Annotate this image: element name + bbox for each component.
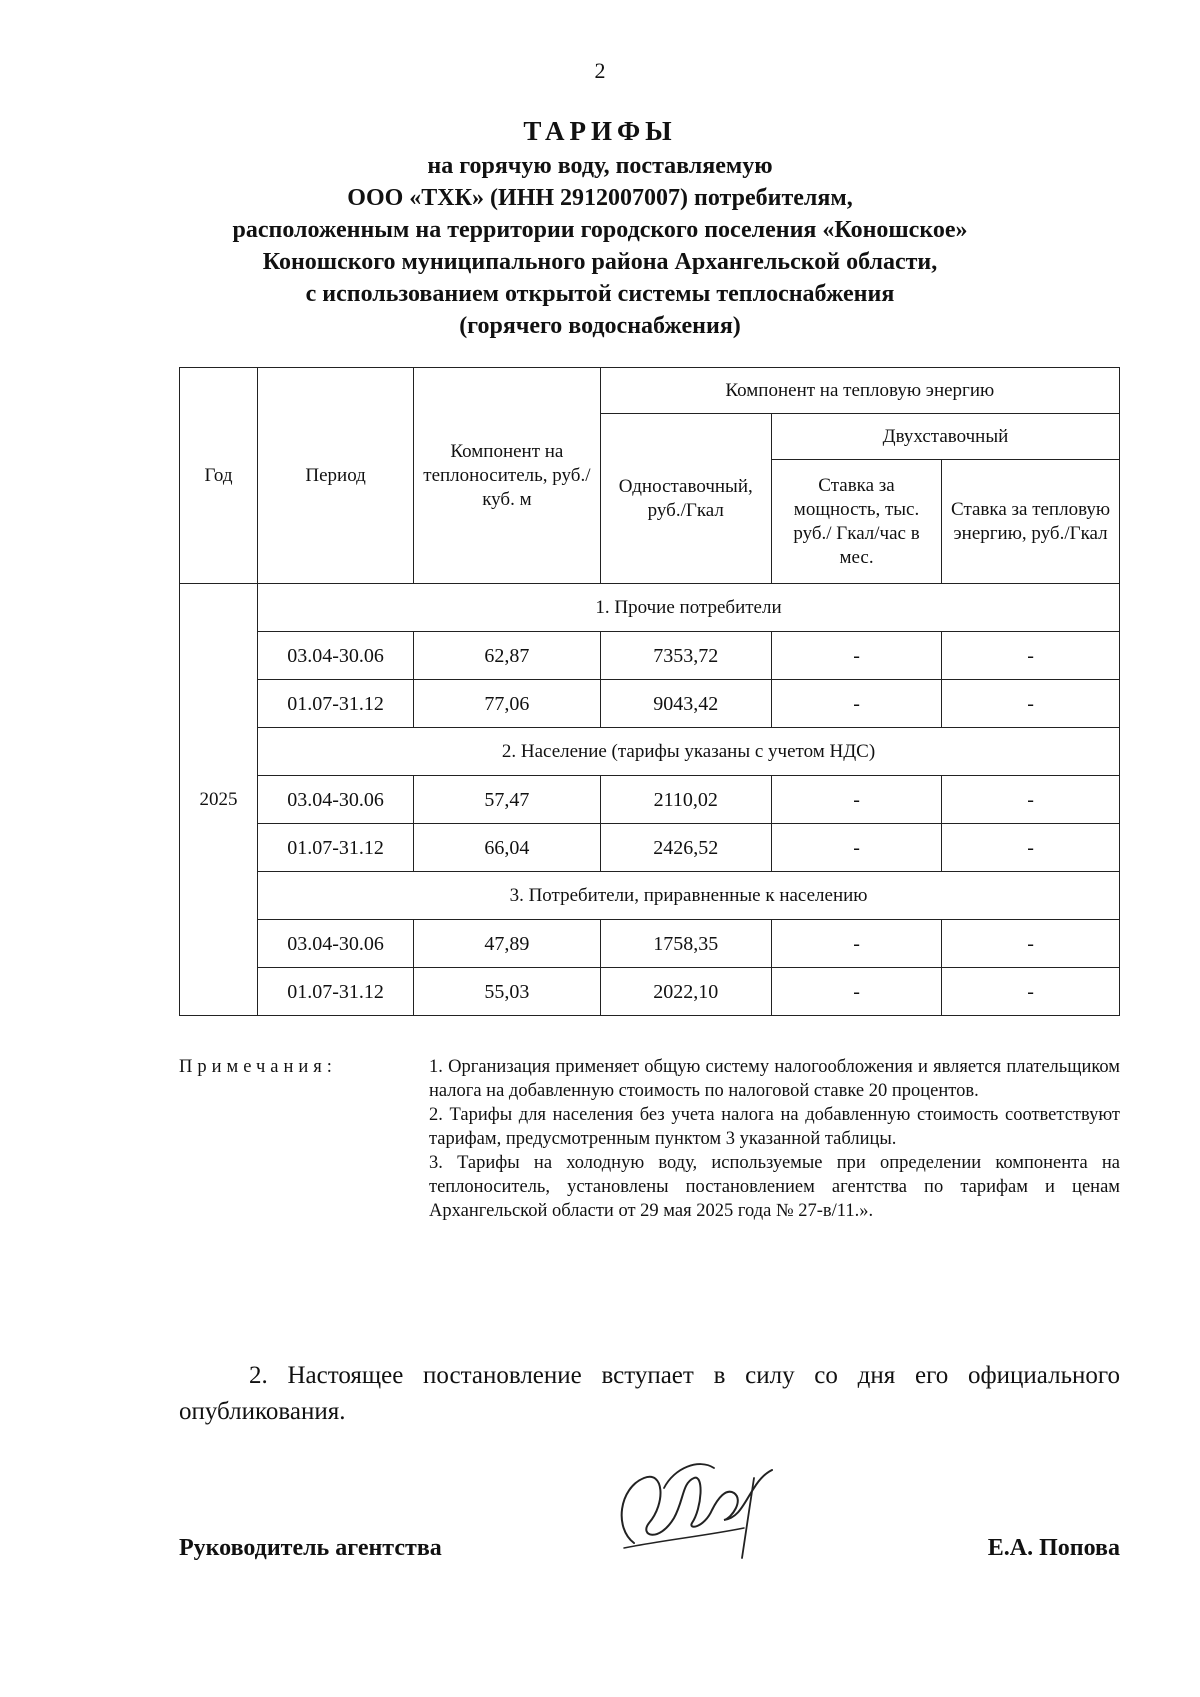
table-row [180, 824, 1120, 872]
title-main: ТАРИФЫ [523, 116, 677, 146]
handwritten-signature-icon [604, 1448, 784, 1568]
header-carrier-component: Компонент на теплоноситель, руб./куб. м [414, 368, 600, 584]
title-line: Коношского муниципального района Архангельской области, [262, 249, 938, 275]
capacity-rate-cell: - [771, 968, 941, 1016]
table-row [180, 776, 1120, 824]
carrier-cell: 62,87 [414, 632, 600, 680]
note-item: 2. Тарифы для населения без учета налога на добавленную стоимость соответствуют тарифам, предусмотренным пунктом 3 указанной таблицы. [429, 1105, 1120, 1149]
single-rate-cell: 9043,42 [600, 680, 771, 728]
capacity-rate-cell: - [771, 920, 941, 968]
period-cell: 01.07-31.12 [258, 680, 414, 728]
carrier-cell: 47,89 [414, 920, 600, 968]
title-line: расположенным на территории городского поселения «Коношское» [232, 217, 968, 243]
decree-paragraph: 2. Настоящее постановление вступает в силу со дня его официального опубликования. [179, 1362, 1120, 1425]
period-cell: 01.07-31.12 [258, 968, 414, 1016]
table-row [180, 920, 1120, 968]
title-line: на горячую воду, поставляемую [427, 153, 773, 179]
header-single-rate: Одноставочный, руб./Гкал [600, 414, 771, 584]
header-year: Год [180, 368, 258, 584]
single-rate-cell: 7353,72 [600, 632, 771, 680]
note-item: 3. Тарифы на холодную воду, используемые при определении компонента на теплоноситель, установлены постановлением агентства по тарифам и ценам Архангельской области от 29 мая 2025 года № 27-в/11.». [429, 1153, 1120, 1221]
notes-label: Примечания: [179, 1057, 337, 1077]
period-cell: 01.07-31.12 [258, 824, 414, 872]
energy-rate-cell: - [942, 968, 1120, 1016]
section-title: 2. Население (тарифы указаны с учетом НДС) [258, 728, 1120, 776]
energy-rate-cell: - [942, 776, 1120, 824]
signatory-title: Руководитель агентства [179, 1535, 442, 1561]
capacity-rate-cell: - [771, 632, 941, 680]
notes-list [429, 1055, 1120, 1223]
energy-rate-cell: - [942, 824, 1120, 872]
energy-rate-cell: - [942, 680, 1120, 728]
carrier-cell: 55,03 [414, 968, 600, 1016]
title-line: с использованием открытой системы теплоснабжения [305, 281, 895, 307]
period-cell: 03.04-30.06 [258, 632, 414, 680]
section-title: 3. Потребители, приравненные к населению [258, 872, 1120, 920]
page-number: 2 [594, 58, 606, 83]
single-rate-cell: 2426,52 [600, 824, 771, 872]
period-cell: 03.04-30.06 [258, 776, 414, 824]
capacity-rate-cell: - [771, 824, 941, 872]
note-item: 1. Организация применяет общую систему налогообложения и является плательщиком налога на добавленную стоимость по налоговой ставке 20 процентов. [429, 1057, 1120, 1101]
section-title: 1. Прочие потребители [258, 584, 1120, 632]
header-capacity-rate: Ставка за мощность, тыс. руб./ Гкал/час в мес. [771, 460, 941, 584]
carrier-cell: 57,47 [414, 776, 600, 824]
year-cell: 2025 [180, 584, 258, 1016]
table-row [180, 680, 1120, 728]
header-period: Период [258, 368, 414, 584]
document-title [60, 112, 1140, 342]
tariff-table [179, 367, 1120, 1016]
table-row [180, 968, 1120, 1016]
carrier-cell: 77,06 [414, 680, 600, 728]
title-line: (горячего водоснабжения) [459, 313, 741, 339]
title-line: ООО «ТХК» (ИНН 2912007007) потребителям, [347, 185, 853, 211]
single-rate-cell: 1758,35 [600, 920, 771, 968]
capacity-rate-cell: - [771, 776, 941, 824]
signature-block [179, 1440, 1120, 1590]
header-two-rate: Двухставочный [771, 414, 1119, 460]
header-heat-component: Компонент на тепловую энергию [600, 368, 1119, 414]
carrier-cell: 66,04 [414, 824, 600, 872]
single-rate-cell: 2110,02 [600, 776, 771, 824]
header-energy-rate: Ставка за тепловую энергию, руб./Гкал [942, 460, 1120, 584]
table-row [180, 632, 1120, 680]
signatory-name: Е.А. Попова [987, 1535, 1120, 1561]
energy-rate-cell: - [942, 920, 1120, 968]
energy-rate-cell: - [942, 632, 1120, 680]
capacity-rate-cell: - [771, 680, 941, 728]
single-rate-cell: 2022,10 [600, 968, 771, 1016]
period-cell: 03.04-30.06 [258, 920, 414, 968]
